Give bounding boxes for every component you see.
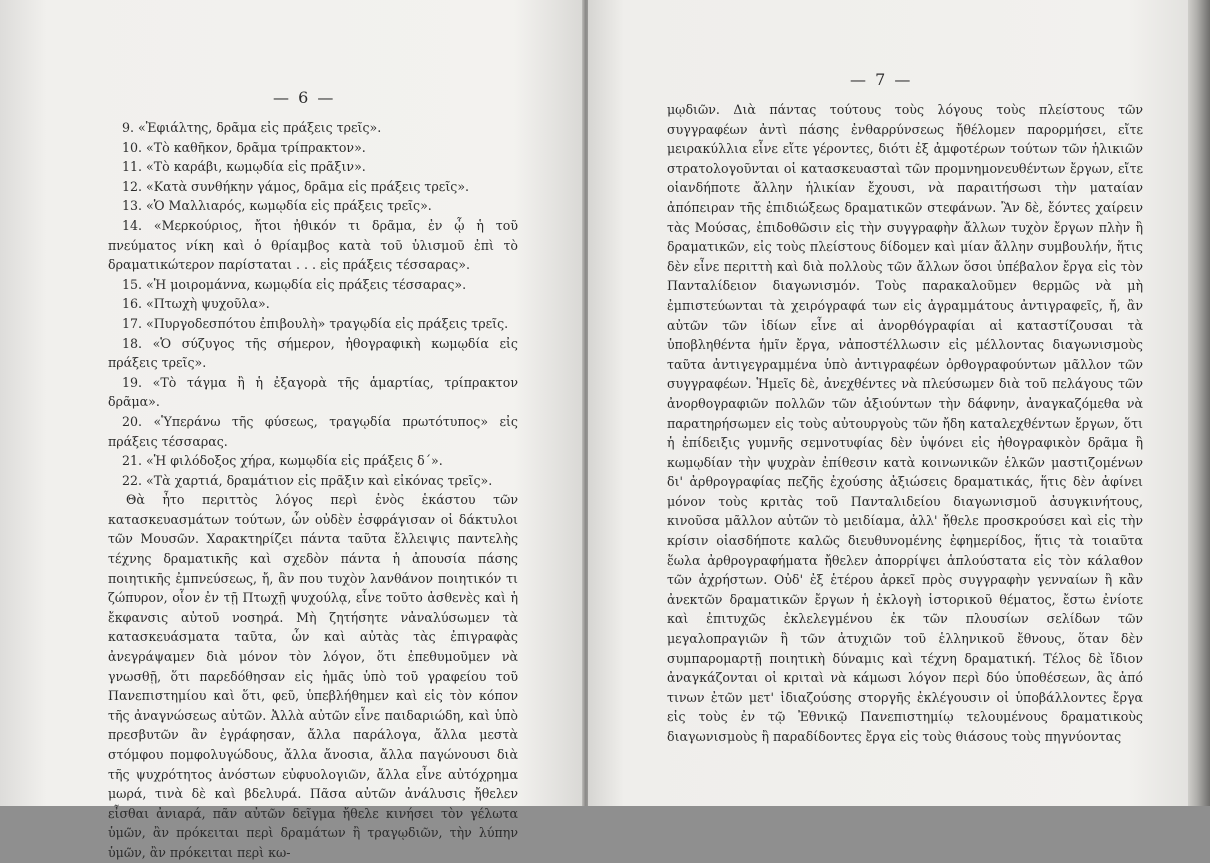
list-item: 13. «Ὁ Μαλλιαρός, κωμῳδία εἰς πράξεις τρεῖς». <box>122 198 432 214</box>
body-paragraph: Θὰ ἦτο περιττὸς λόγος περὶ ἑνὸς ἑκάστου τῶν κατασκευασμάτων τούτων, ὧν οὐδὲν ἐσφράγισαν οἱ δάκτυλοι τῶν Μουσῶν. Χαρακτηρίζει πάντα ταῦτα ἔλλειψις παντελὴς τέχνης δραματικῆς καὶ σχεδὸν πάντα ἡ ἀπουσία πάσης ποιητικῆς ἐμπνεύσεως, ἤ, ἂν που τυχὸν λανθάνον ποιητικόν τι ζώπυρον, οἷον ἐν τῇ Πτωχῇ ψυχούλᾳ, εἶνε τοῦτο ἀσθενὲς καὶ ἡ ἔκφανσις αὐτοῦ νοσηρά. Μὴ ζητήσητε νἀναλύσωμεν τὰ κατασκευάσματα ταῦτα, ὧν καὶ αὐτὰς τὰς ἐπιγραφὰς ἀνεγράψαμεν διὰ μόνον τὸν λόγον, ὅτι ἐπεθυμοῦμεν νὰ γνωσθῇ, ὅτι παρεδόθησαν εἰς ἡμᾶς ὑπὸ τοῦ γραφείου τοῦ Πανεπιστημίου καὶ ὅτι, φεῦ, ὑπεβλήθημεν καὶ εἰς τὸν κόπον τῆς ἀναγνώσεως αὐτῶν. Ἀλλὰ αὐτῶν εἶνε παιδαριώδη, καὶ ὑπὸ πρεσβυτῶν ἂν ἐγράφησαν, ἄλλα παράλογα, ἄλλα μεστὰ στόμφου πομφολυγώδους, ἄλλα ἄνοσια, ἄλλα παγώνουσι διὰ τῆς ψυχρότητος ἀνόστων εὐφυολογιῶν, ἄλλα εἶνε αὐτόχρημα μωρά, τινὰ δὲ καὶ βδελυρά. Πᾶσα αὐτῶν ἀνάλυσις ἤθελεν εἶσθαι ἀνιαρά, πᾶν αὐτῶν δεῖγμα ἤθελε κινήσει τὸν γέλωτα ὑμῶν, ἂν πρόκειται περὶ δραμάτων ἢ τραγῳδιῶν, τὴν λύπην ὑμῶν, ἂν πρόκειται περὶ κω- <box>108 492 518 860</box>
list-item: 9. «Ἐφιάλτης, δρᾶμα εἰς πράξεις τρεῖς». <box>122 120 382 135</box>
page-edge <box>1188 0 1210 806</box>
list-item: 19. «Τὸ τάγμα ἢ ἡ ἐξαγορὰ τῆς ἁμαρτίας, τρίπρακτον δρᾶμα». <box>108 374 518 410</box>
list-item: 15. «Ἡ μοιρομάννα, κωμῳδία εἰς πράξεις τέσσαρας». <box>122 276 467 292</box>
left-page <box>0 0 584 860</box>
list-item: 11. «Τὸ καράβι, κωμῳδία εἰς πρᾶξιν». <box>122 159 366 175</box>
list-item: 10. «Τὸ καθῆκον, δρᾶμα τρίπρακτον». <box>122 139 366 155</box>
list-item: 22. «Τὰ χαρτιά, δραμάτιον εἰς πρᾶξιν καὶ εἰκόνας τρεῖς». <box>122 472 493 488</box>
list-item: 17. «Πυργοδεσπότου ἐπιβουλὴ» τραγῳδία εἰς πράξεις τρεῖς. <box>122 315 509 331</box>
left-page-text <box>108 118 518 863</box>
list-item: 20. «Ὑπεράνω τῆς φύσεως, τραγῳδία πρωτότυπος» εἰς πράξεις τέσσαρας. <box>108 413 518 449</box>
list-item: 12. «Κατὰ συνθήκην γάμος, δρᾶμα εἰς πράξεις τρεῖς». <box>122 178 470 194</box>
right-page-text <box>667 100 1143 747</box>
list-item: 16. «Πτωχὴ ψυχοῦλα». <box>122 296 270 312</box>
list-item: 18. «Ὁ σύζυγος τῆς σήμερον, ἠθογραφικὴ κωμῳδία εἰς πράξεις τρεῖς». <box>108 335 518 371</box>
list-item: 14. «Μερκούριος, ἤτοι ἠθικόν τι δρᾶμα, ἐν ᾧ ἡ τοῦ πνεύματος νίκη καὶ ὁ θρίαμβος κατὰ τοῦ ὑλισμοῦ ἐπὶ τὸ δραματικώτερον παρίσταται . . . εἰς πράξεις τέσσαρας». <box>108 217 518 273</box>
right-page-number: — 7 — <box>850 70 913 89</box>
list-item: 21. «Ἡ φιλόδοξος χήρα, κωμῳδία εἰς πράξεις δ΄». <box>122 453 443 469</box>
left-page-number: — 6 — <box>273 88 336 107</box>
body-paragraph-continued: μῳδιῶν. Διὰ πάντας τούτους τοὺς λόγους τοὺς πλείστους τῶν συγγραφέων ἀντὶ πάσης ἐνθαρρύνσεως ἤθέλομεν παρορμήσει, εἴτε μειρακύλλια εἶνε εἴτε γέροντες, διότι ἐξ ἀμφοτέρων τούτων τῶν ἡλικιῶν στρατολογοῦνται οἱ κατασκευασταὶ τῶν προμνημονευθέντων ἔργων, εἴτε οἱανδήποτε ἄλλην ἡλικίαν ἔχουσι, νὰ παραιτήσωσι τὴν ματαίαν ἀπόπειραν τῆς ἐπιδιώξεως δραματικῶν στεφάνων. Ἂν δὲ, ἔόντες χαίρειν τὰς Μούσας, ἐπιδοθῶσιν εἰς τὴν συγγραφὴν ἄλλων τυχὸν ἔργων πλὴν ἢ δραματικῶν, εἰς τοὺς πλείστους δίδομεν καὶ μίαν ἄλλην συμβουλήν, ἥτις δὲν εἶνε περιττὴ καὶ διὰ πολλοὺς τῶν ἄλλων ὅσοι ὑπέβαλον ἔργα εἰς τὸν Πανταλίδειον διαγωνισμόν. Τοὺς παρακαλοῦμεν θερμῶς νὰ μὴ ἐμπιστεύωνται τὰ χειρόγραφά των εἰς ἀγραμμάτους ἀντιγραφεῖς, ἤ, ἂν αὐτῶν τῶν ἰδίων εἶνε αἱ ἀνορθόγραφίαι αἱ καταστίζουσαι τὰ ὑποβληθέντα ἡμῖν ἔργα, νἀποστέλλωσιν εἰς μέλλοντας διαγωνισμοὺς ταῦτα ἀντιγεγραμμένα ὑπὸ ἀντιγραφέων ὀρθογραφούντων μᾶλλον τῶν συγγραφέων. Ἡμεῖς δὲ, ἀνεχθέντες νὰ πλεύσωμεν διὰ τοῦ πελάγους τῶν ἀνορθογραφιῶν πολλῶν τῶν ἀξιούντων τὴν δάφνην, ἀναγκαζόμεθα νὰ παρατηρήσωμεν εἰς τοὺς αὐτουργοὺς τῶν ἤδη καταλεχθέντων ἔργων, ὅτι ἡ ἐπίδειξις γυμνῆς σεμνοτυφίας δὲν ὑψόνει εἰς ἠθογραφικὸν δρᾶμα ἢ κωμῳδίαν τὴν ψυχρὰν ἐπίθεσιν κατὰ κοινωνικῶν ἑλκῶν μαστιζομένων δι' ἀρθρογραφίας πεζῆς ἐχούσης ἀξιώσεις δραματικάς, ἥτις δὲν ἀφίνει μόνον τοὺς κριτὰς τοῦ Πανταλιδείου διαγωνισμοῦ ἀσυγκινήτους, κινοῦσα μᾶλλον αὐτῶν τὸ μειδίαμα, ἀλλ' ἤθελε προσκρούσει καὶ εἰς τὴν κρίσιν οἱασδήποτε καλῶς διευθυνομένης ἐφημερίδος, ἥτις τὰ τοιαῦτα ἕωλα ἀρθρογραφήματα ἤθελεν ἀπορρίψει ἁπλούστατα εἰς τὸν κάλαθον τῶν ἀχρήστων. Οὐδ' ἐξ ἑτέρου ἀρκεῖ πρὸς συγγραφὴν γενναίων ἢ κἂν ἀνεκτῶν δραματικῶν ἔργων ἡ ἐκλογὴ ἱστορικοῦ θέματος, ἔστω ἐνίοτε καὶ ἐπιτυχῶς ἐκλελεγμένου ἐκ τῶν πλουσίων σελίδων τῶν μεγαλοπραγιῶν ἢ τῶν ἀτυχιῶν τοῦ ἑλληνικοῦ ἔθνους, ὅταν δὲν συμπαρομαρτῇ ποιητικὴ δύναμις καὶ τέχνη δραματική. Τέλος δὲ ἴδιον ἀναγκάζονται οἱ κριταὶ νὰ κάμωσι λόγον περὶ δύο ὑποθέσεων, ἃς ἀπό τινων ἐτῶν μετ' ἰδιαζούσης στοργῆς ἐκλέγουσιν οἱ ὑποβάλλοντες ἔργα εἰς τοὺς ἐν τῷ Ἐθνικῷ Πανεπιστημίῳ τελουμένους δραματικοὺς διαγωνισμοὺς ἢ παραδίδοντες ἔργα εἰς τοὺς θιάσους τοὺς πηγνύοντας <box>667 102 1143 744</box>
right-page <box>588 0 1188 806</box>
